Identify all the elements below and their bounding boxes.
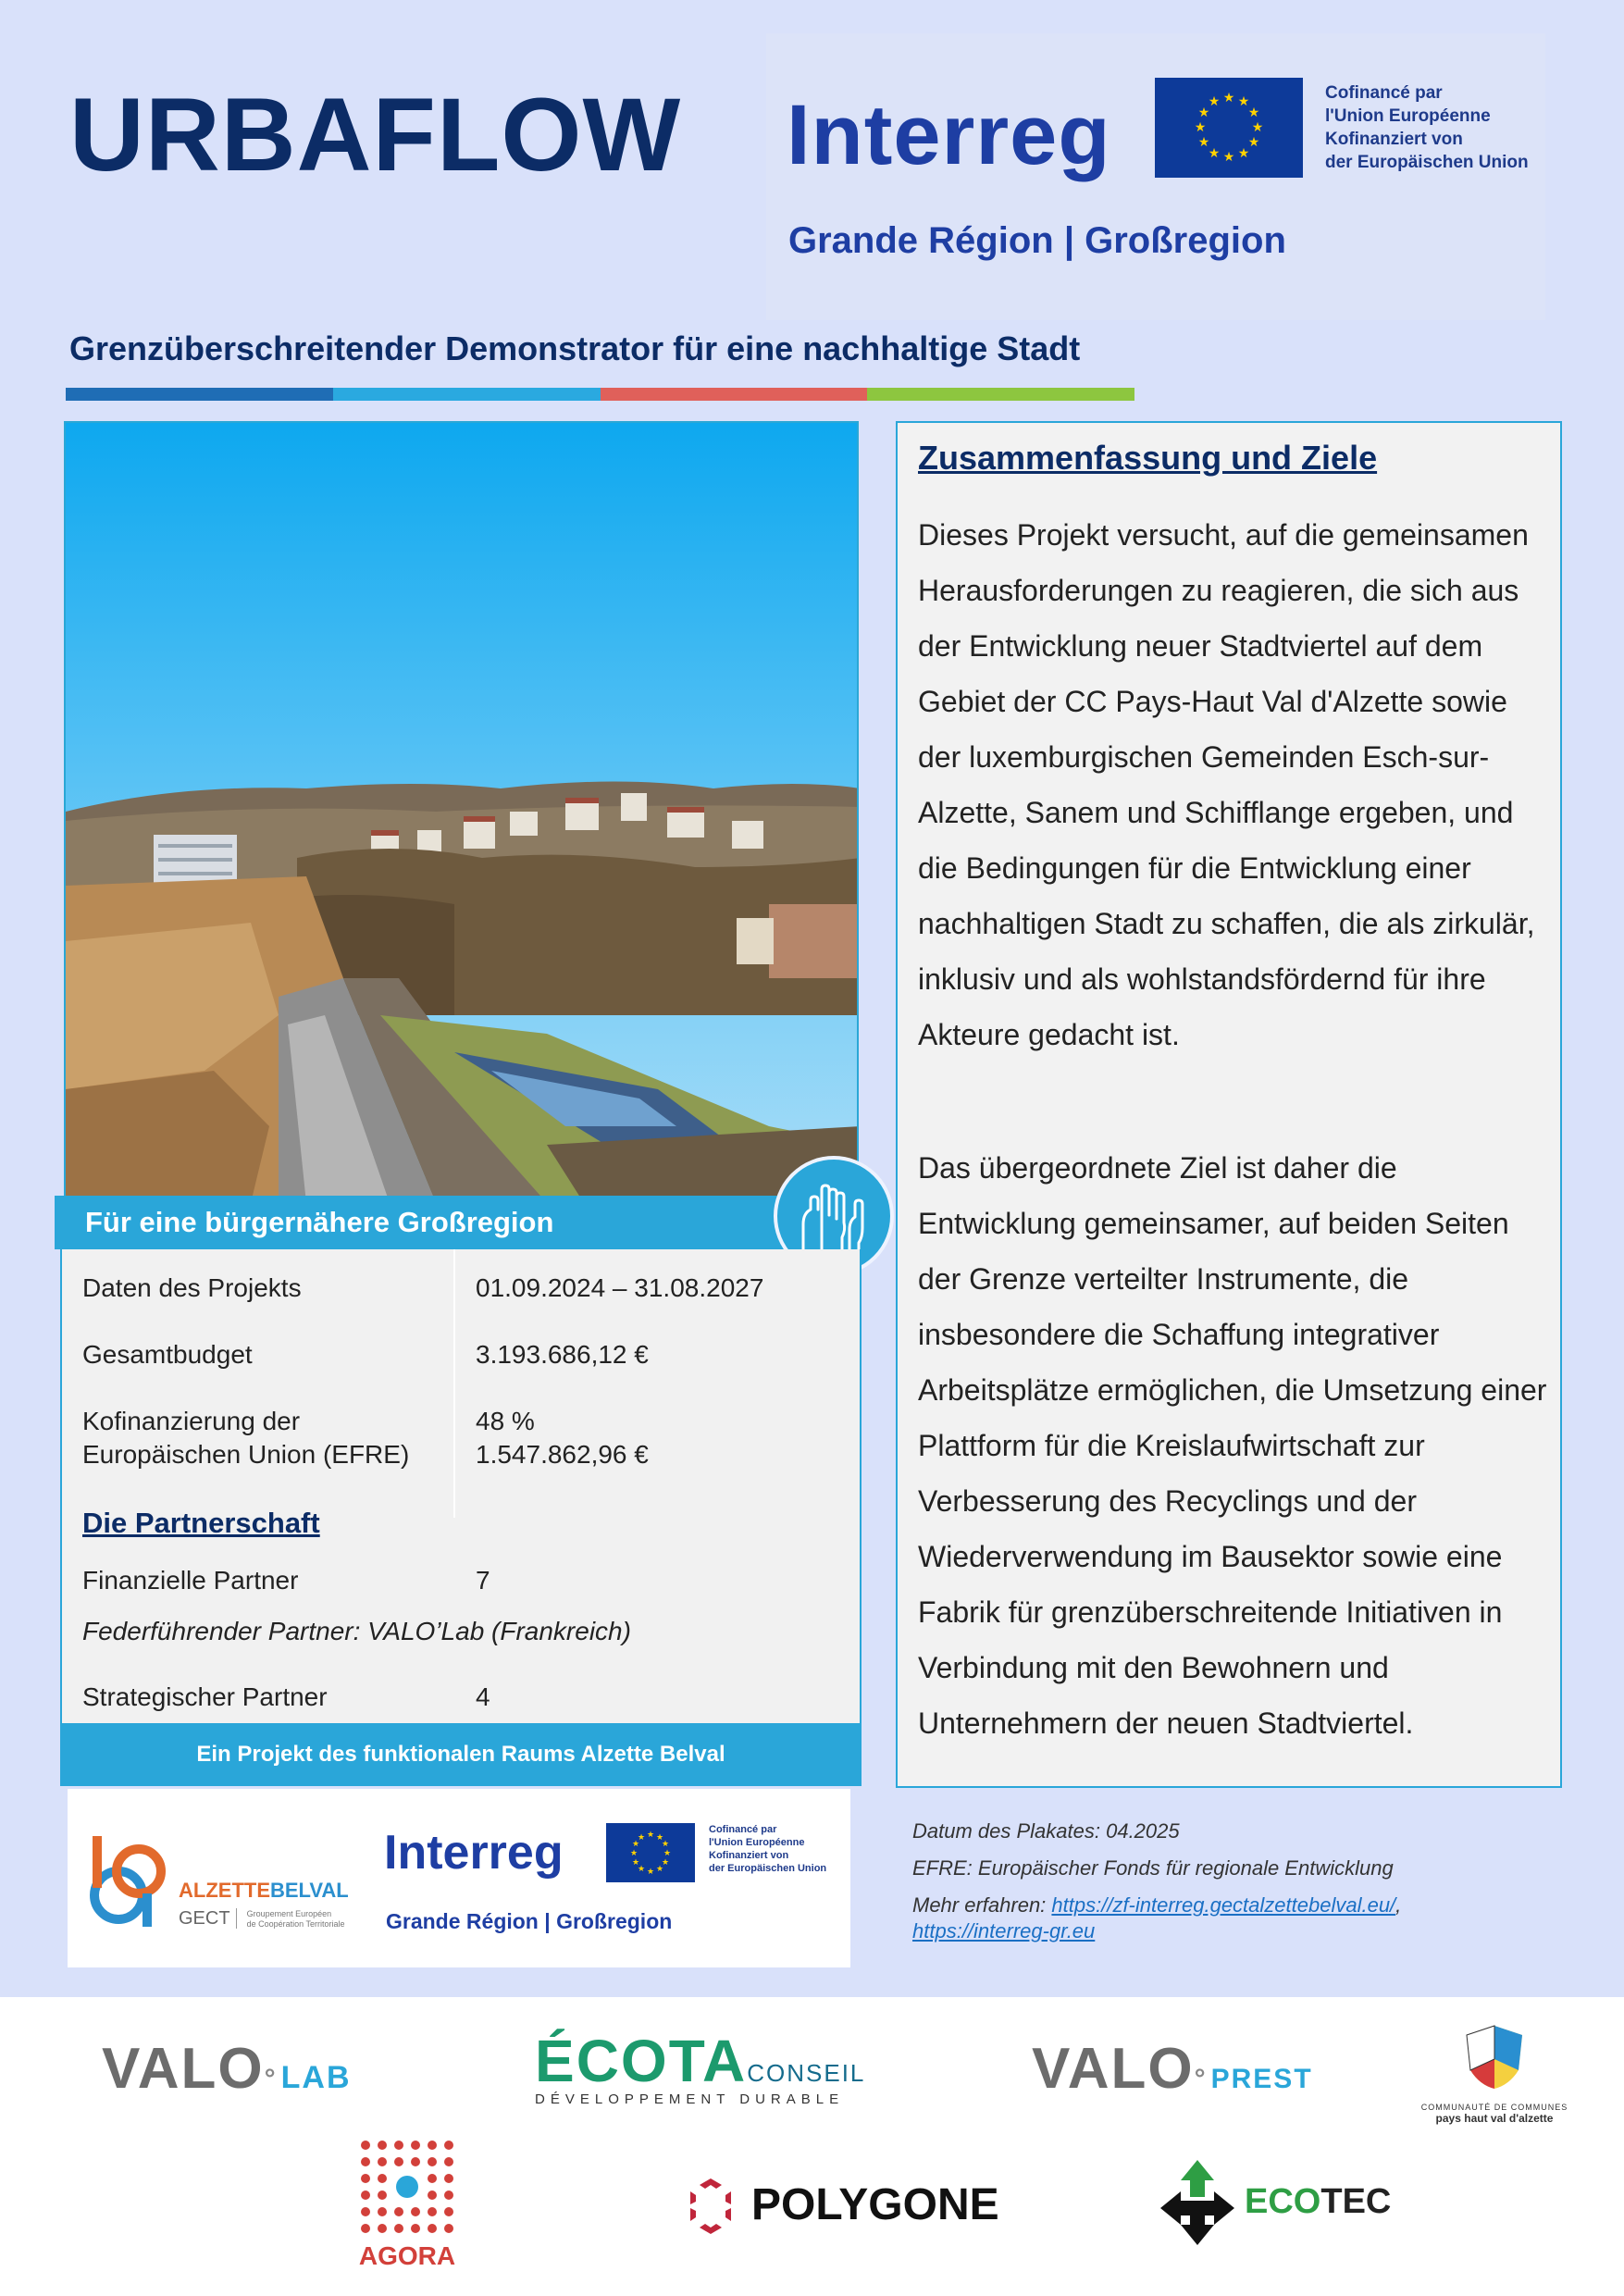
polygone-hexagon-icon: [683, 2177, 738, 2240]
svg-text:★: ★: [661, 1840, 670, 1849]
citizen-band-label: Für eine bürgernähere Großregion: [85, 1206, 554, 1238]
strategic-partners-value: 4: [476, 1682, 490, 1711]
efre-definition: EFRE: Europäischer Fonds für regionale Entwicklung: [912, 1856, 1394, 1880]
project-site-photo: [64, 421, 859, 1201]
svg-text:★: ★: [1222, 91, 1235, 105]
svg-text:★: ★: [1194, 120, 1207, 135]
more-info: Mehr erfahren: https://zf-interreg.gectalzettebelval.eu/, https://interreg-gr.eu: [912, 1893, 1402, 1942]
interreg-region-label-small: Grande Région | Großregion: [386, 1909, 673, 1933]
cofinance-text-small: Cofinancé par l'Union Européenne Kofinanziert von der Europäischen Union: [709, 1824, 827, 1874]
project-dates-value: 01.09.2024 – 31.08.2027: [476, 1273, 764, 1302]
ecotec-label: ECOTEC: [1245, 2182, 1392, 2221]
svg-text:★: ★: [663, 1849, 672, 1858]
budget-value: 3.193.686,12 €: [476, 1340, 649, 1369]
summary-paragraph-1: Dieses Projekt versucht, auf die gemeinsamen Herausforderungen zu reagieren, die sich aus der Entwicklung neuer Stadtviertel auf dem Gebiet der CC Pays-Haut Val d'Alzette sowie der luxemburgischen Gemeinden Esch-sur-Alzette, Sanem und Schifflange ergeben, und die Bedingungen für die Entwicklung einer nachhaltigen Stadt zu schaffen, die als zirkulär, inklusiv und als wohlstandsfördernd für ihre Akteure gedacht ist.: [918, 518, 1535, 1051]
svg-text:★: ★: [646, 1831, 655, 1840]
eu-cofinancing-label: Kofinanzierung der Europäischen Union (EFRE): [82, 1407, 410, 1469]
svg-text:★: ★: [637, 1865, 646, 1874]
svg-text:★: ★: [629, 1849, 638, 1858]
ccphva-emblem-icon: [1457, 2022, 1531, 2092]
alzette-belval-logo-icon: [85, 1829, 174, 1935]
financial-partners-label: Finanzielle Partner: [82, 1566, 299, 1595]
alzette-belval-wordmark: ALZETTEBELVAL: [179, 1879, 349, 1902]
svg-text:★: ★: [655, 1833, 664, 1843]
summary-heading: Zusammenfassung und Ziele: [918, 439, 1378, 477]
project-info-card: [60, 1249, 862, 1725]
valo-prest-logo: VALO° PREST: [1032, 2037, 1313, 2101]
svg-text:★: ★: [631, 1840, 640, 1849]
svg-text:★: ★: [661, 1858, 670, 1868]
strategic-partners-label: Strategischer Partner: [82, 1682, 328, 1711]
project-dates-label: Daten des Projekts: [82, 1273, 302, 1302]
cofinance-text: Cofinancé par l'Union Européenne Kofinanziert von der Europäischen Union: [1325, 83, 1529, 172]
project-title: URBAFLOW: [69, 77, 682, 192]
svg-text:★: ★: [1208, 94, 1221, 109]
svg-text:★: ★: [1208, 146, 1221, 161]
svg-text:★: ★: [637, 1833, 646, 1843]
svg-text:★: ★: [1247, 135, 1260, 150]
interreg-region-label: Grande Région | Großregion: [788, 220, 1286, 261]
eu-flag-icon: [1155, 78, 1303, 178]
functional-area-label: Ein Projekt des funktionalen Raums Alzette Belval: [196, 1742, 725, 1767]
ecota-conseil-logo: ÉCOTACONSEIL DÉVELOPPEMENT DURABLE: [535, 2028, 866, 2107]
svg-text:★: ★: [631, 1858, 640, 1868]
eu-flag-small-icon: [606, 1823, 695, 1882]
svg-text:★: ★: [1251, 120, 1264, 135]
svg-text:★: ★: [655, 1865, 664, 1874]
svg-text:★: ★: [1237, 94, 1250, 109]
agora-dots-icon: [356, 2136, 458, 2242]
agora-label: AGORA: [358, 2241, 456, 2270]
ecotec-arrows-icon: [1157, 2156, 1238, 2253]
svg-text:★: ★: [1197, 105, 1210, 120]
svg-text:★: ★: [646, 1868, 655, 1877]
summary-paragraph-2: Das übergeordnete Ziel ist daher die Entwicklung gemeinsamer, auf beiden Seiten der Grenze verteilter Instrumente, die insbesondere die Schaffung integrativer Arbeitsplätze ermöglichen, die Umsetzung einer Plattform für die Kreislaufwirtschaft zur Verbesserung des Recyclings und der Wiederverwendung im Bausektor sowie eine Fabrik für grenzüberschreitende Initiativen in Verbindung mit den Bewohnern und Unternehmern der neuen Stadtviertel.: [918, 1151, 1547, 1740]
interreg-wordmark-small: Interreg: [384, 1826, 564, 1880]
color-stripe: [66, 388, 1134, 401]
link-interreg-gr[interactable]: https://interreg-gr.eu: [912, 1919, 1096, 1942]
link-gect-interreg[interactable]: https://zf-interreg.gectalzettebelval.eu/: [1051, 1893, 1396, 1917]
svg-text:★: ★: [1222, 150, 1235, 165]
info-divider: [453, 1249, 455, 1518]
ccphva-label: COMMUNAUTÉ DE COMMUNES pays haut val d'alzette: [1420, 2103, 1568, 2125]
budget-label: Gesamtbudget: [82, 1340, 253, 1369]
eu-cofinancing-value: 48 % 1.547.862,96 €: [476, 1407, 649, 1469]
svg-text:★: ★: [1197, 135, 1210, 150]
poster-date: Datum des Plakates: 04.2025: [912, 1819, 1180, 1843]
interreg-wordmark: Interreg: [787, 88, 1111, 182]
valo-lab-logo: VALO° LAB: [102, 2037, 352, 2101]
project-subtitle: Grenzüberschreitender Demonstrator für eine nachhaltige Stadt: [69, 329, 1081, 367]
financial-partners-value: 7: [476, 1566, 490, 1595]
lead-partner: Federführender Partner: VALO’Lab (Frankreich): [82, 1617, 631, 1645]
svg-text:★: ★: [1247, 105, 1260, 120]
gect-label: GECT Groupement Européen de Coopération Territoriale: [179, 1908, 345, 1930]
partnership-heading: Die Partnerschaft: [82, 1507, 320, 1539]
svg-text:★: ★: [1237, 146, 1250, 161]
polygone-label: POLYGONE: [751, 2180, 999, 2229]
